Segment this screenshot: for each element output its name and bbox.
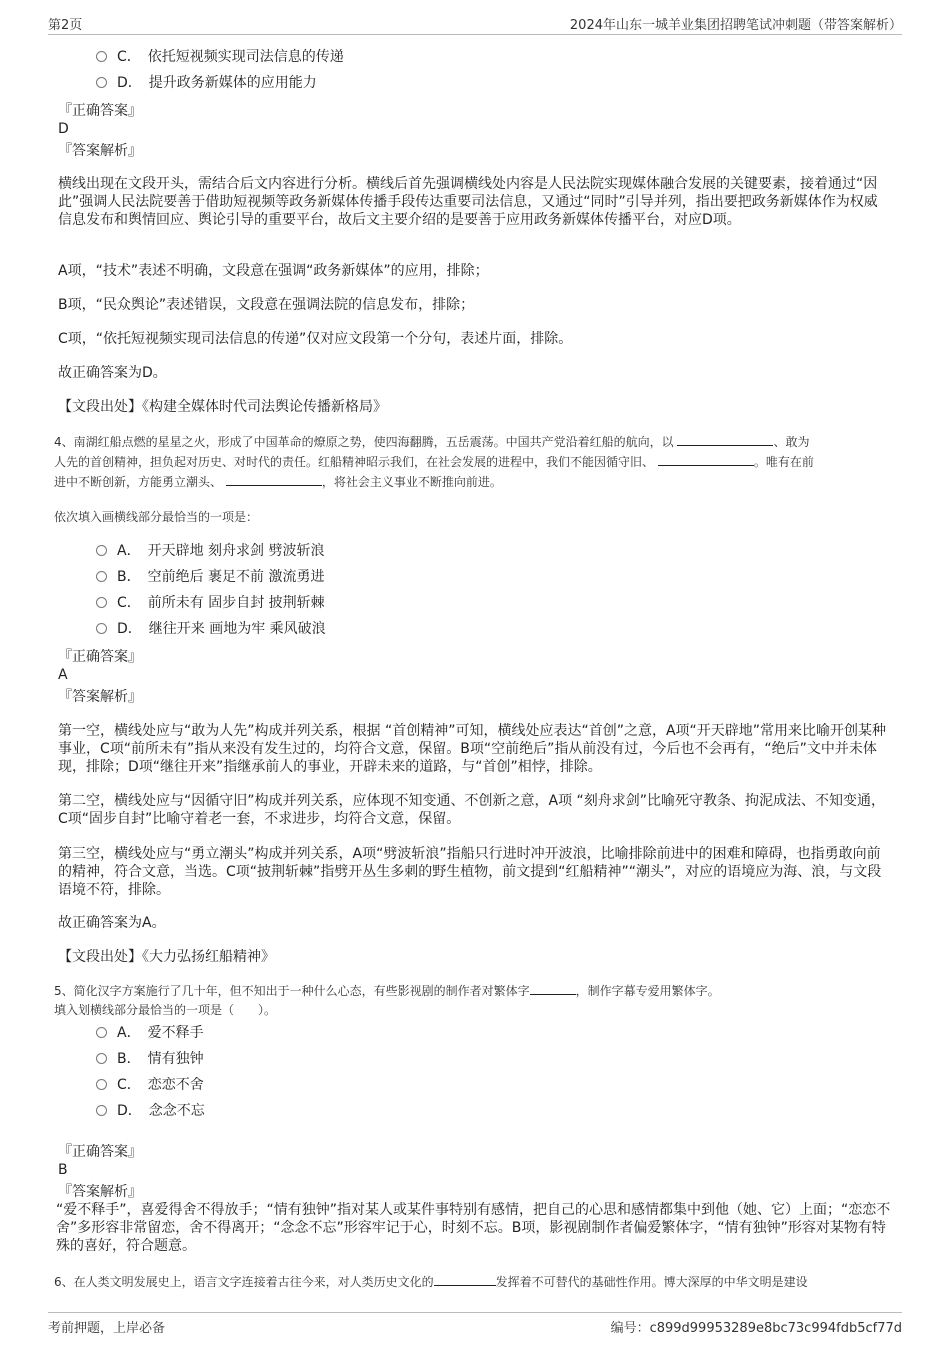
q4-option-c[interactable]: C． 前所未有 固步自封 披荆斩棘 — [96, 593, 325, 613]
q3-analysis-conclusion: 故正确答案为D。 — [58, 365, 167, 381]
answer-blank — [658, 453, 754, 466]
q3-answer: D — [58, 121, 69, 137]
radio-icon[interactable] — [96, 1053, 107, 1064]
q3-option-d[interactable]: D． 提升政务新媒体的应用能力 — [96, 73, 317, 93]
q3-option-c[interactable]: C． 依托短视频实现司法信息的传递 — [96, 47, 344, 67]
q4-source: 【文段出处】《大力弘扬红船精神》 — [58, 949, 275, 965]
q4-analysis-paragraph: 第一空，横线处应与“敢为人先”构成并列关系，根据 “首创精神”可知，横线处应表达“首创”之意，A项“开天辟地”常用来比喻开创某种事业，C项“前所未有”指从来没有发生过的，均符合文意，保留。B项“空前绝后”指从前没有过，今后也不会再有，“绝后”文中并未体现，排除；D项“继往开来”指继承前人的事业，开辟未来的道路，与“首创”相悖，排除。 — [58, 723, 887, 775]
q3-analysis-paragraph: A项，“技术”表述不明确，文段意在强调“政务新媒体”的应用，排除； — [58, 263, 489, 279]
radio-icon[interactable] — [96, 1027, 107, 1038]
q5-answer: B — [58, 1162, 68, 1178]
q6-stem: 6、在人类文明发展史上，语言文字连接着古往今来，对人类历史文化的 发挥着不可替代的基础性作用。博大深厚的中华文明是建设 — [54, 1275, 808, 1289]
page-number: 第2页 — [48, 18, 83, 33]
radio-icon[interactable] — [96, 77, 107, 88]
q3-analysis-label: 『答案解析』 — [58, 143, 142, 159]
q5-option-d[interactable]: D． 念念不忘 — [96, 1101, 205, 1121]
radio-icon[interactable] — [96, 1079, 107, 1090]
radio-icon[interactable] — [96, 597, 107, 608]
radio-icon[interactable] — [96, 571, 107, 582]
q4-analysis-paragraph: 第二空，横线处应与“因循守旧”构成并列关系，应体现不知变通、不创新之意，A项 “刻舟求剑”比喻死守教条、拘泥成法、不知变通，C项“固步自封”比喻守着老一套，不求进步，均符合文意，保留。 — [58, 793, 886, 827]
q4-stem-line: 人先的首创精神，担负起对历史、对时代的责任。红船精神昭示我们，在社会发展的进程中，我们不能因循守旧、 。唯有在前 — [54, 455, 814, 469]
q4-analysis-paragraph: 第三空，横线处应与“勇立潮头”构成并列关系，A项“劈波斩浪”指船只行进时冲开波浪，比喻排除前进中的困难和障碍，也指勇敢向前的精神，符合文意，当选。C项“披荆斩棘”指劈开丛生多刺的野生植物，前文提到“红船精神”“潮头”，对应的语境应为海、浪，与文段语境不符，排除。 — [58, 846, 882, 898]
q3-analysis-paragraph: C项，“依托短视频实现司法信息的传递”仅对应文段第一个分句，表述片面，排除。 — [58, 331, 573, 347]
q5-option-c[interactable]: C． 恋恋不舍 — [96, 1075, 204, 1095]
page-footer — [48, 1312, 902, 1335]
q4-stem-line: 进中不断创新，方能勇立潮头、 ，将社会主义事业不断推向前进。 — [54, 475, 502, 489]
q3-answer-label: 『正确答案』 — [58, 103, 142, 119]
q4-answer: A — [58, 667, 68, 683]
document-title: 2024年山东一城羊业集团招聘笔试冲刺题（带答案解析） — [569, 18, 902, 33]
q3-analysis-paragraph: 横线出现在文段开头，需结合后文内容进行分析。横线后首先强调横线处内容是人民法院实现媒体融合发展的关键要素，接着通过“因此”强调人民法院要善于借助短视频等政务新媒体传播手段传达重要司法信息，又通过“同时”引导并列，指出要把政务新媒体作为权威信息发布和舆情回应、舆论引导的重要平台，故后文主要介绍的是要善于应用政务新媒体传播平台，对应D项。 — [58, 176, 878, 228]
q5-analysis-paragraph: “爱不释手”，喜爱得舍不得放手；“情有独钟”指对某人或某件事特别有感情，把自己的心思和感情都集中到他（她、它）上面；“恋恋不舍”多形容非常留恋，舍不得离开；“念念不忘”形容牢记于心，时刻不忘。B项，影视剧制作者偏爱繁体字，“情有独钟”形容对某物有特殊的喜好，符合题意。 — [56, 1202, 891, 1254]
q4-answer-label: 『正确答案』 — [58, 649, 142, 665]
q4-option-b[interactable]: B． 空前绝后 裹足不前 激流勇进 — [96, 567, 325, 587]
document-id: 编号：c899d99953289e8bc73c994fdb5cf77d — [610, 1321, 902, 1336]
q4-analysis-label: 『答案解析』 — [58, 689, 142, 705]
radio-icon[interactable] — [96, 545, 107, 556]
q4-option-a[interactable]: A． 开天辟地 刻舟求剑 劈波斩浪 — [96, 541, 324, 561]
answer-blank — [677, 433, 773, 446]
radio-icon[interactable] — [96, 51, 107, 62]
q4-option-d[interactable]: D． 继往开来 画地为牢 乘风破浪 — [96, 619, 326, 639]
footer-slogan: 考前押题，上岸必备 — [48, 1321, 166, 1336]
radio-icon[interactable] — [96, 1105, 107, 1116]
q3-source: 【文段出处】《构建全媒体时代司法舆论传播新格局》 — [58, 399, 387, 415]
answer-blank — [434, 1273, 496, 1286]
q3-analysis-paragraph: B项，“民众舆论”表述错误，文段意在强调法院的信息发布，排除； — [58, 297, 475, 313]
q5-answer-label: 『正确答案』 — [58, 1144, 142, 1160]
answer-blank — [226, 473, 322, 486]
q4-prompt: 依次填入画横线部分最恰当的一项是： — [54, 510, 259, 524]
q5-prompt: 填入划横线部分最恰当的一项是（ ）。 — [54, 1003, 277, 1017]
q4-analysis-conclusion: 故正确答案为A。 — [58, 915, 166, 931]
q5-option-a[interactable]: A． 爱不释手 — [96, 1023, 204, 1043]
radio-icon[interactable] — [96, 623, 107, 634]
q5-stem: 5、简化汉字方案施行了几十年，但不知出于一种什么心态，有些影视剧的制作者对繁体字 ，制作字幕专爱用繁体字。 — [54, 984, 720, 998]
q5-analysis-label: 『答案解析』 — [58, 1184, 142, 1200]
answer-blank — [530, 982, 576, 995]
q5-option-b[interactable]: B． 情有独钟 — [96, 1049, 204, 1069]
q4-stem-line: 4、南湖红船点燃的星星之火，形成了中国革命的燎原之势，使四海翻腾，五岳震荡。中国共产党沿着红船的航向，以 、敢为 — [54, 435, 810, 449]
page-header — [48, 14, 902, 35]
